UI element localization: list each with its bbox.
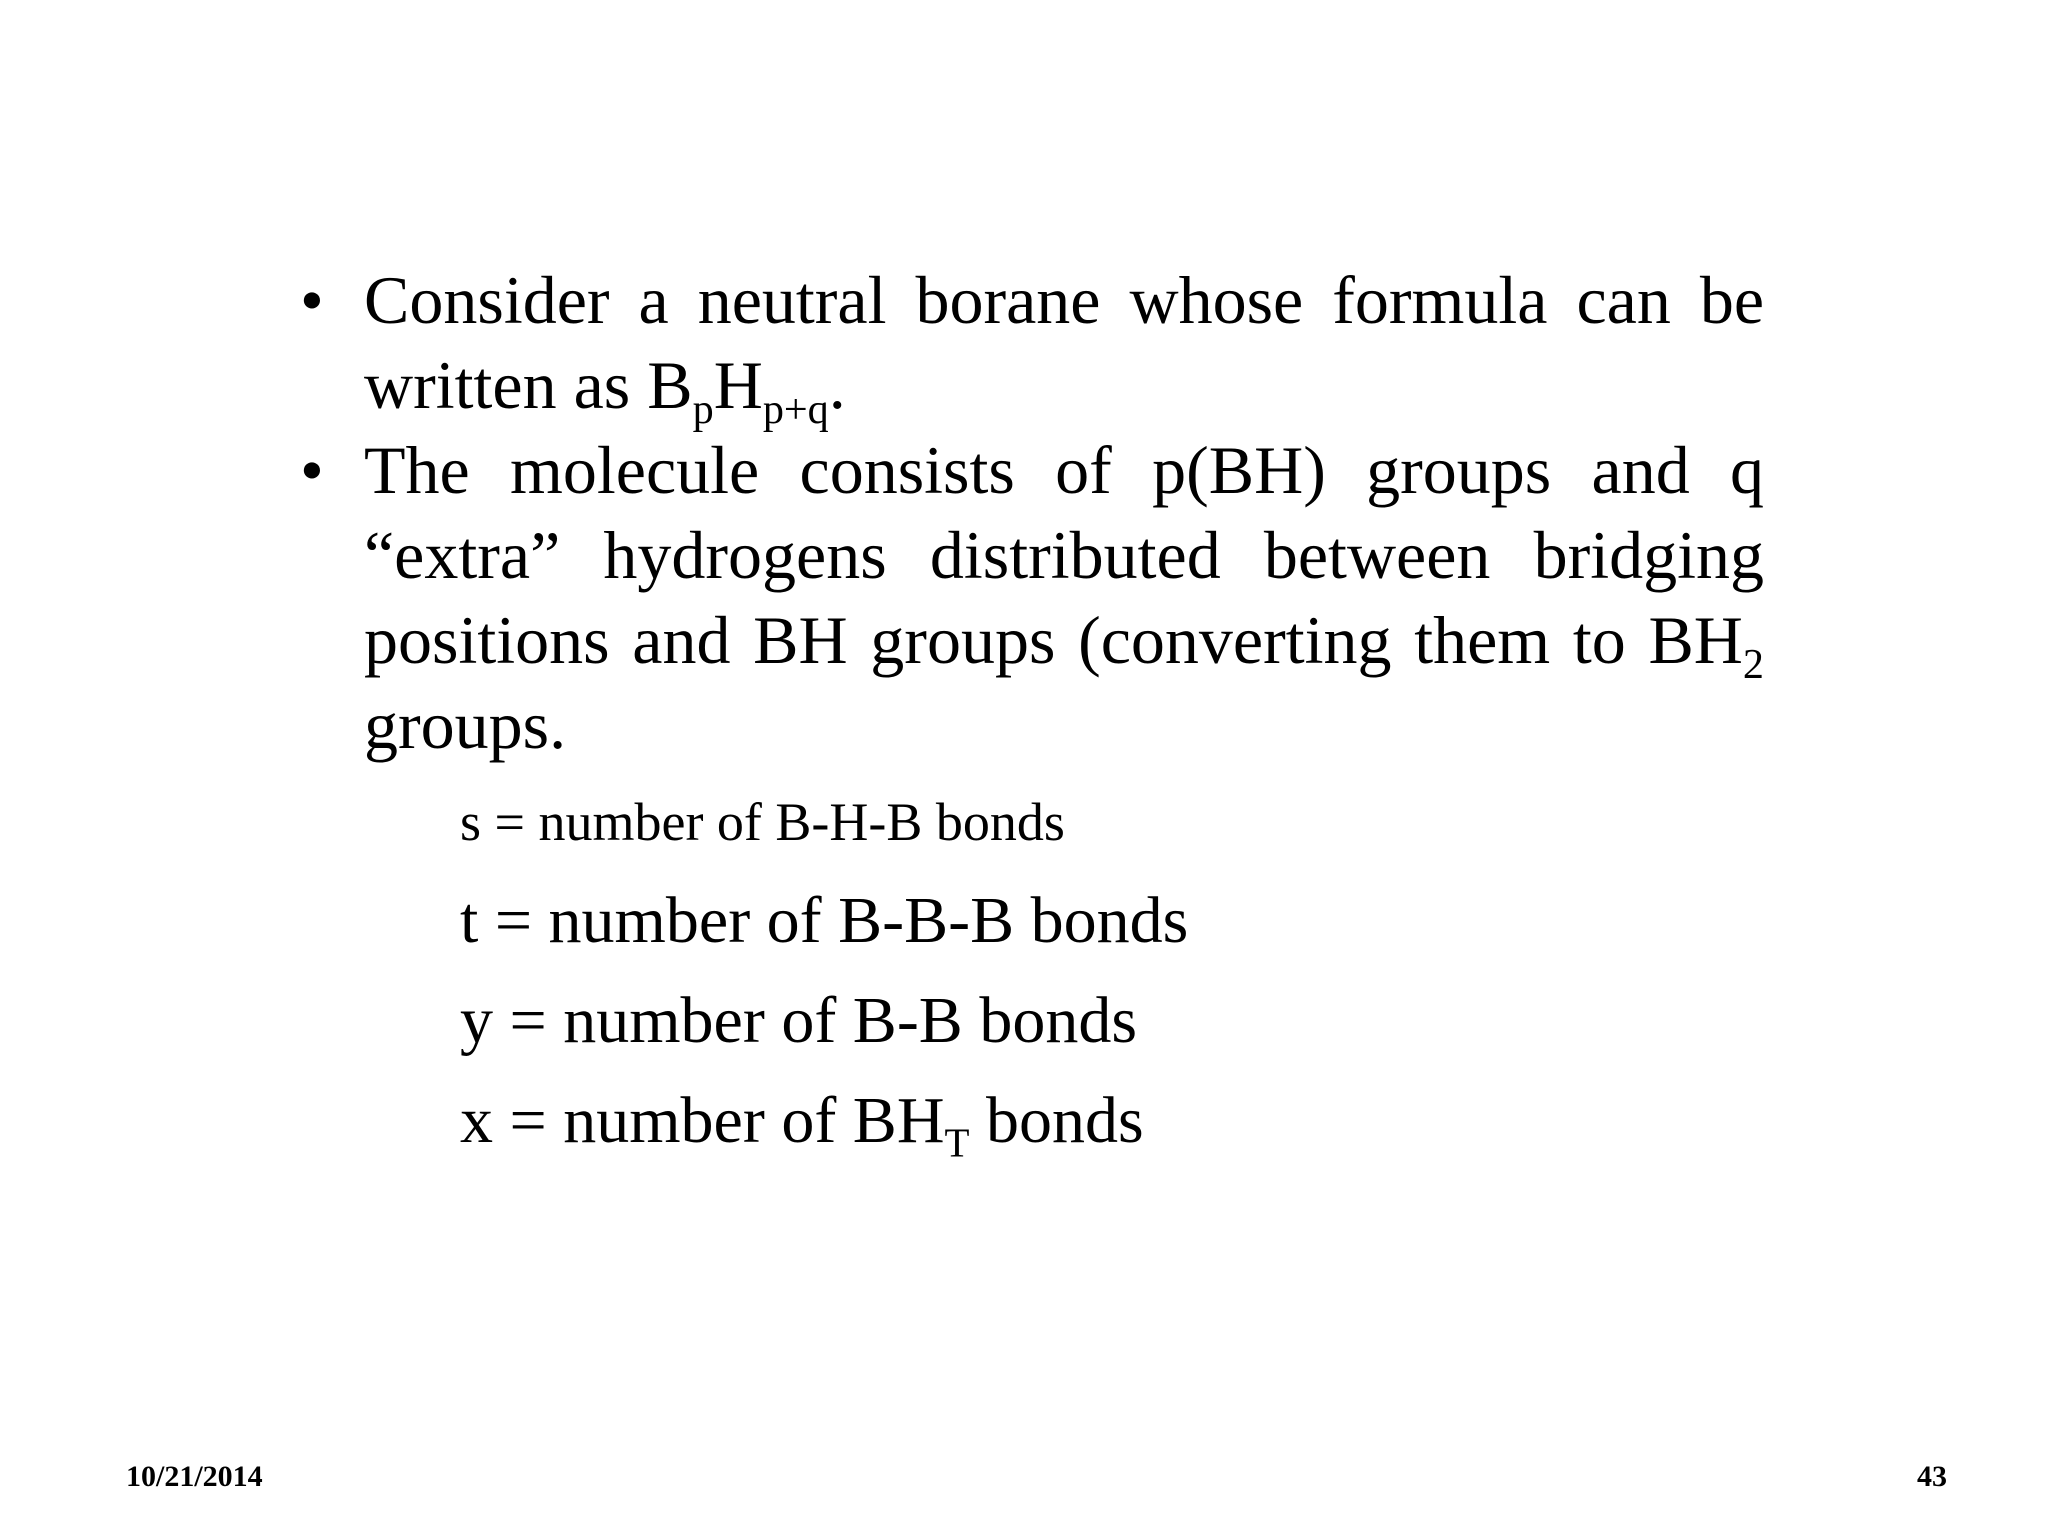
definition-y: y = number of B-B bonds xyxy=(460,984,1138,1057)
bullet-marker: • xyxy=(300,432,324,508)
bullet-item-molecule xyxy=(300,428,1764,768)
definition-list xyxy=(460,790,1189,1166)
bullet-list xyxy=(300,258,1764,768)
subscript: p+q xyxy=(762,385,829,433)
footer-date: 10/21/2014 xyxy=(126,1460,263,1493)
page-number: 43 xyxy=(1917,1460,1947,1493)
definition-x-text: x = number of BH xyxy=(460,1084,945,1157)
definition-x xyxy=(460,1084,1188,1166)
bullet-text: H xyxy=(713,347,763,423)
bullet-text: groups. xyxy=(364,687,567,763)
definition-s: s = number of B-H-B bonds xyxy=(460,792,1065,852)
definition-x-text: bonds xyxy=(969,1084,1144,1157)
subscript: 2 xyxy=(1742,640,1764,688)
subscript: p xyxy=(692,385,714,433)
definition-t: t = number of B-B-B bonds xyxy=(460,884,1189,957)
subscript: T xyxy=(944,1120,970,1166)
bullet-marker: • xyxy=(300,262,324,338)
bullet-item-formula xyxy=(300,258,1764,433)
bullet-text: . xyxy=(828,347,846,423)
bullet-text: Consider a neutral borane whose formula can be written as B xyxy=(364,262,1764,423)
bullet-text: The molecule consists of p(BH) groups and q “extra” hydrogens distributed between bridging positions and BH groups (converting them to BH xyxy=(364,432,1764,678)
